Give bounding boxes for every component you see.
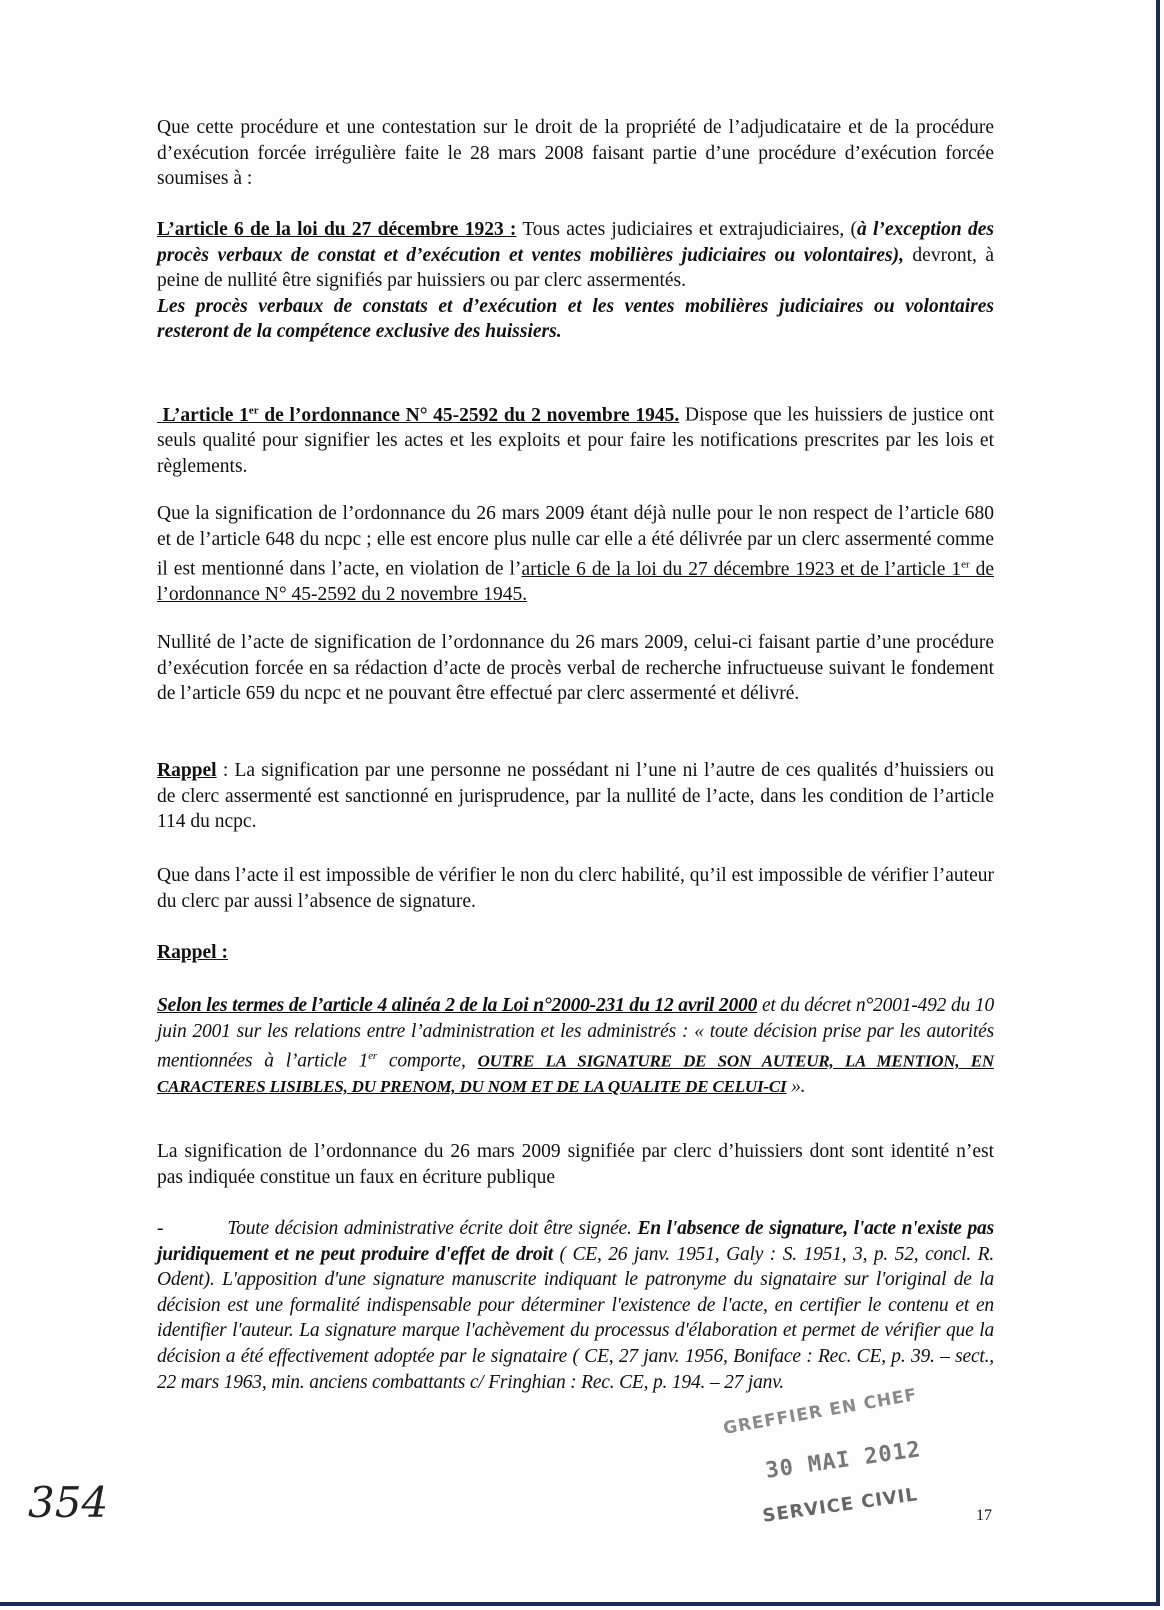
- text: ».: [786, 1076, 806, 1098]
- paragraph-rappel: [157, 758, 994, 835]
- paragraph-procedure: Que cette procédure et une contestation sur le droit de la propriété de l’adjudicataire et de la procédure d’exécution forcée irrégulière faite le 28 mars 2008 faisant partie d’une procédure d’exécution forcée soumises à :: [157, 117, 994, 190]
- paragraph-article-6-loi-1923: [157, 217, 994, 345]
- heading-part: de l’ordonnance N° 45-2592 du 2 novembre 1945.: [258, 404, 680, 426]
- handwritten-page-number: 354: [28, 1478, 109, 1527]
- superscript: er: [248, 404, 259, 416]
- paragraph-article-1-ordonnance: [157, 398, 994, 479]
- page-number: 17: [976, 1507, 992, 1524]
- rappel-heading: Rappel: [157, 760, 217, 781]
- heading-part: L’article 1: [162, 404, 249, 426]
- paragraph-signification-nulle: [157, 501, 994, 608]
- text: et du décret n°2001-492 du 10 juin 2001 sur les relations entre l’administration et les administrés : « toute décision prise par les autorités mentionnées à l’article 1: [157, 995, 994, 1072]
- stamp-date: 30 MAI 2012: [764, 1437, 923, 1484]
- text: Toute décision administrative écrite doit être signée.: [227, 1218, 638, 1239]
- text: Que la signification de l’ordonnance du 26 mars 2009 étant déjà nulle pour le non respect de l’article 680 et de l’article 648 du ncpc ; elle est encore plus nulle car elle a été délivrée par un clerc assermenté comme il est mentionné dans l’acte, en violation de l’: [157, 503, 994, 580]
- caps-underlined-text: OUTRE LA SIGNATURE DE SON AUTEUR, LA MENTION, EN CARACTERES LISIBLES, DU PRENOM, DU NOM ET DE LA QUALITE DE CELUI-CI: [157, 1051, 994, 1097]
- paragraph-nullite: Nullité de l’acte de signification de l’ordonnance du 26 mars 2009, celui-ci faisant partie d’une procédure d’exécution forcée en sa rédaction d’acte de procès verbal de recherche infructueuse suivant le fondement de l’article 659 du ncpc et ne pouvant être effectué par clerc assermenté et délivré.: [157, 632, 994, 705]
- paragraph-loi-2000: [157, 993, 994, 1100]
- superscript: er: [368, 1050, 377, 1063]
- text-bold-italic: à l’exception des procès verbaux de constat et d’exécution et ventes mobilières judiciaires ou volontaires),: [157, 219, 994, 266]
- stamp-service-civil: SERVICE CIVIL: [761, 1484, 920, 1527]
- text-bold-italic: En l'absence de signature, l'acte n'existe pas juridiquement et ne peut produire d'effet de droit: [157, 1218, 994, 1265]
- list-dash: -: [157, 1218, 164, 1239]
- text: : La signification par une personne ne possédant ni l’une ni l’autre de ces qualités d’huissiers ou de clerc assermenté est sanctionné en jurisprudence, par la nullité de l’acte, dans les condition de l’article 114 du ncpc.: [157, 760, 994, 833]
- rappel-heading-2: Rappel :: [157, 942, 228, 963]
- text: comporte,: [376, 1050, 478, 1072]
- paragraph-faux-ecriture: La signification de l’ordonnance du 26 mars 2009 signifiée par clerc d’huissiers dont sont identité n’est pas indiquée constitue un faux en écriture publique: [157, 1141, 994, 1188]
- article-heading: L’article 6 de la loi du 27 décembre 1923 :: [157, 219, 517, 240]
- law-heading: Selon les termes de l’article 4 alinéa 2 de la Loi n°2000-231 du 12 avril 2000: [157, 995, 758, 1016]
- text: article 6 de la loi du 27 décembre 1923 et de l’article 1: [521, 558, 962, 580]
- paragraph-decision-administrative: [157, 1216, 994, 1395]
- paragraph-verification: Que dans l’acte il est impossible de vérifier le non du clerc habilité, qu’il est impossible de vérifier l’auteur du clerc par aussi l’absence de signature.: [157, 865, 994, 912]
- stamp-greffier: GREFFIER EN CHEF: [721, 1385, 919, 1439]
- text: ( CE, 26 janv. 1951, Galy : S. 1951, 3, p. 52, concl. R. Odent). L'apposition d'une signature manuscrite indiquant le patronyme du signataire sur l'original de la décision est une formalité indispensable pour déterminer l'existence de l'acte, en certifier le contenu et en identifier l'auteur. La signature marque l'achèvement du processus d'élaboration et permet de vérifier que la décision a été effectivement adoptée par le signataire ( CE, 27 janv. 1956, Boniface : Rec. CE, p. 39. – sect., 22 mars 1963, min. anciens combattants c/ Fringhian : Rec. CE, p. 194. – 27 janv.: [157, 1243, 994, 1393]
- text: devront, à peine de nullité être signifiés par huissiers ou par clerc assermentés.: [157, 244, 994, 292]
- text: de l’ordonnance N° 45-2592 du 2 novembre 1945.: [157, 558, 994, 606]
- superscript: er: [961, 558, 970, 571]
- text: Tous actes judiciaires et extrajudiciaires, (: [516, 219, 857, 240]
- text-bold-italic: Les procès verbaux de constats et d’exécution et les ventes mobilières judiciaires ou volontaires resteront de la compétence exclusive des huissiers.: [157, 295, 994, 343]
- text: Dispose que les huissiers de justice ont seuls qualité pour signifier les actes et les exploits et pour faire les notifications prescrites par les lois et règlements.: [157, 404, 994, 477]
- article-heading: [157, 405, 679, 426]
